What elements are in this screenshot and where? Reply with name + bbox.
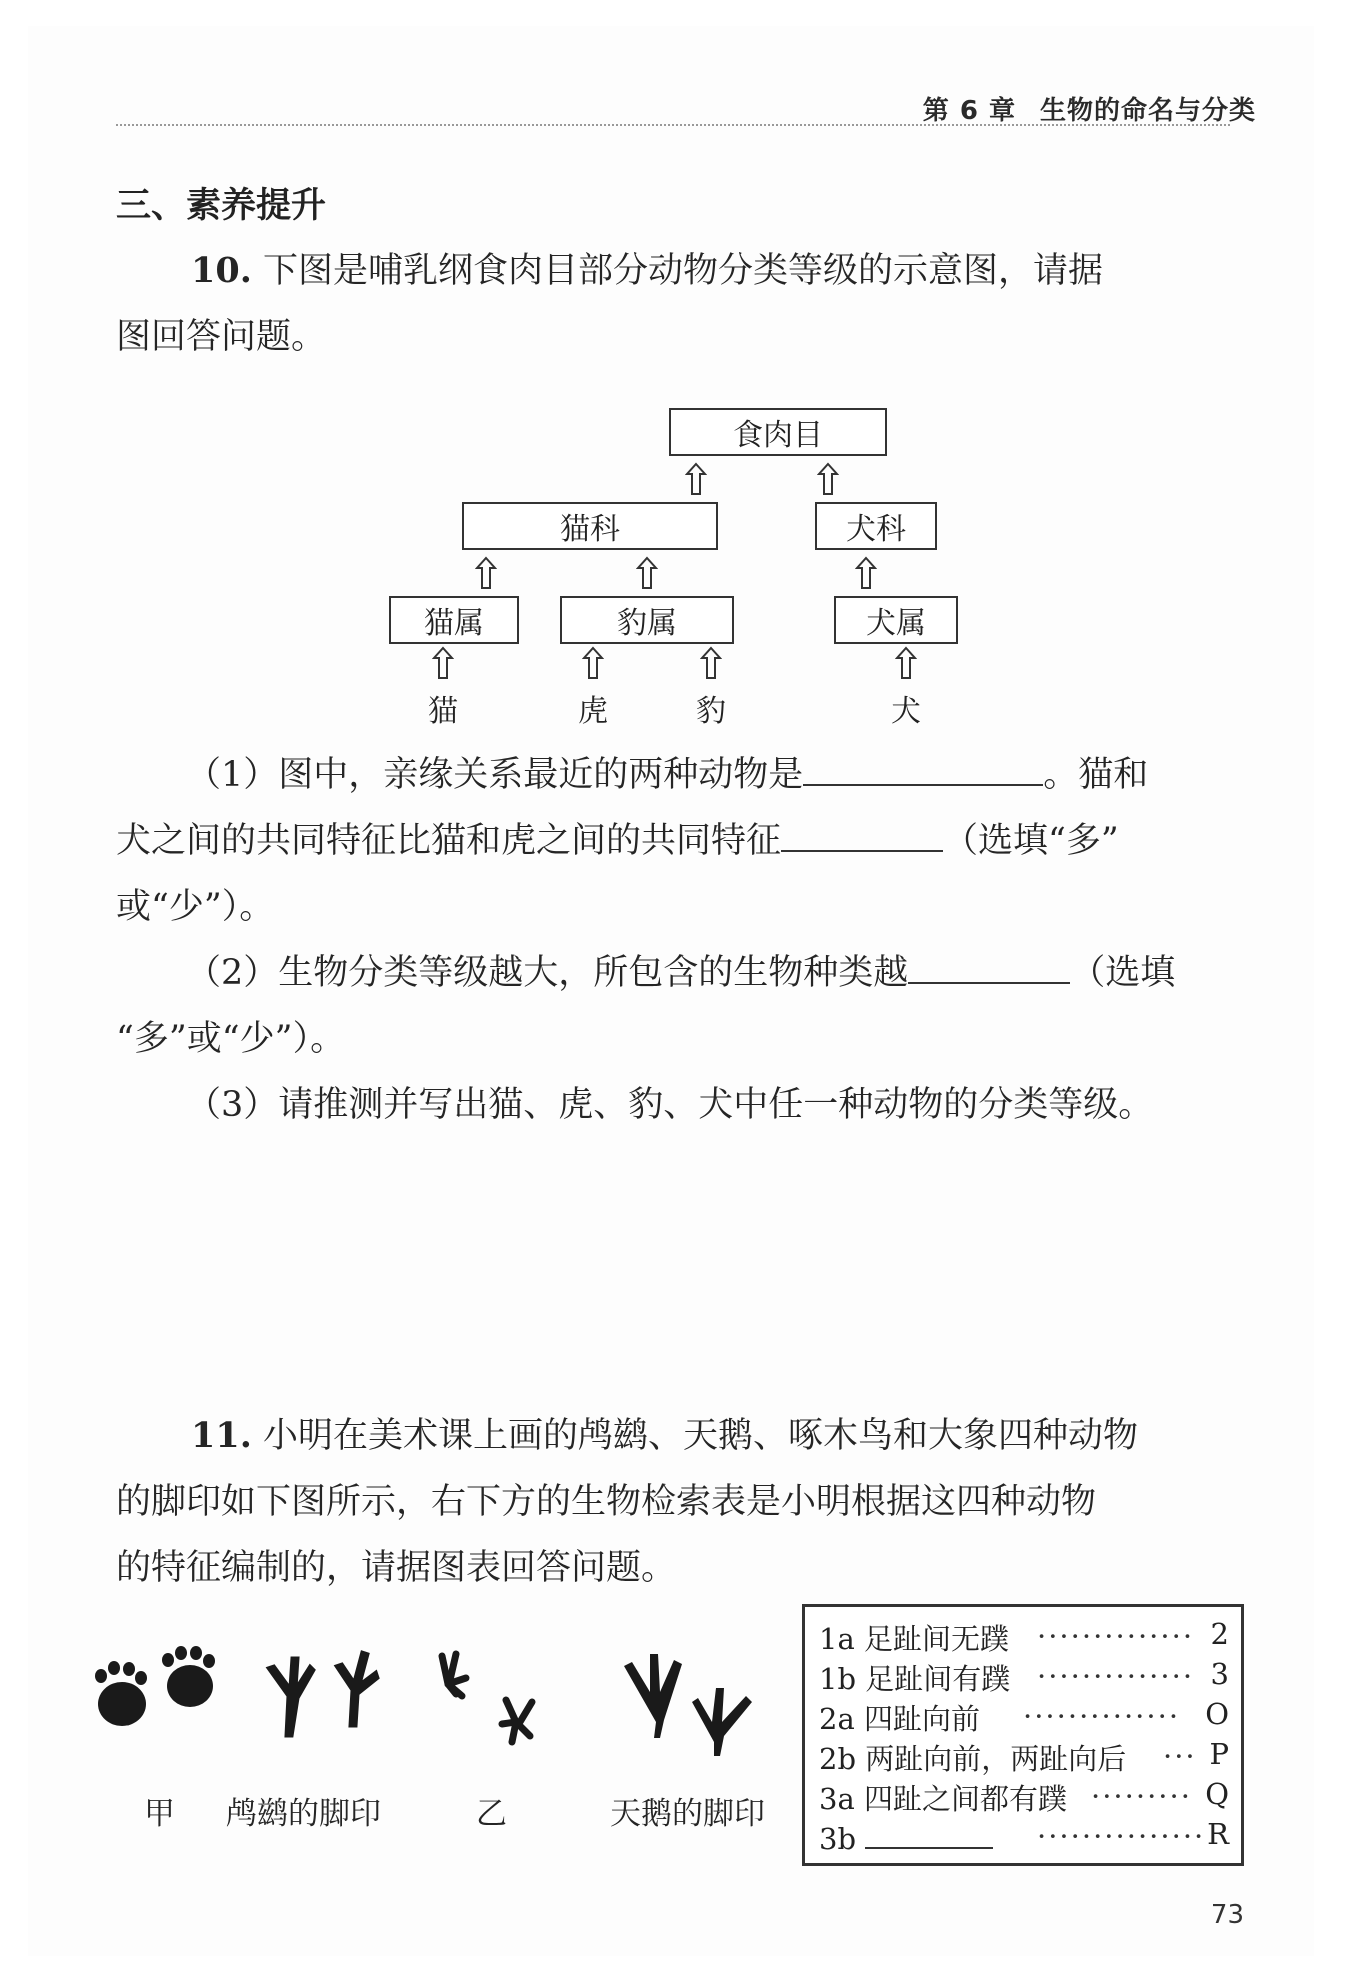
q11-number: 11. bbox=[191, 1415, 252, 1456]
q10-intro-line2: 图回答问题。 bbox=[116, 317, 327, 357]
key-code: 2a bbox=[819, 1702, 855, 1736]
family-dog-box bbox=[815, 502, 937, 550]
q10-number: 10. bbox=[191, 250, 252, 291]
key-dots: ··· bbox=[1163, 1739, 1197, 1773]
genus-leopard-box bbox=[560, 596, 734, 644]
label-cormorant: 鸬鹚的脚印 bbox=[226, 1796, 381, 1832]
dichotomous-key-table bbox=[802, 1604, 1244, 1866]
key-dots: ·············· bbox=[1037, 1619, 1195, 1653]
up-arrow-icon bbox=[700, 646, 722, 680]
q10-part1 bbox=[116, 742, 1230, 940]
q10-part2-line1-end: （选填 bbox=[1070, 953, 1176, 993]
key-text: 四趾之间都有蹼 bbox=[863, 1782, 1067, 1816]
up-arrow-icon bbox=[895, 646, 917, 680]
key-code: 3a bbox=[819, 1782, 855, 1816]
q10-part1-line2-end: （选填“多” bbox=[943, 821, 1119, 861]
q10-part1-line2: 犬之间的共同特征比猫和虎之间的共同特征 bbox=[116, 821, 782, 861]
label-swan: 天鹅的脚印 bbox=[610, 1796, 765, 1832]
key-text: 四趾向前 bbox=[863, 1702, 980, 1736]
chapter-number: 第 6 章 bbox=[922, 96, 1016, 126]
q11-line2: 的脚印如下图所示，右下方的生物检索表是小明根据这四种动物 bbox=[116, 1482, 1097, 1522]
swan-footprint-icon bbox=[620, 1652, 756, 1760]
up-arrow-icon bbox=[432, 646, 454, 680]
footprint-yi-icon bbox=[432, 1650, 548, 1750]
q11-line1: 小明在美术课上画的鸬鹚、天鹅、啄木鸟和大象四种动物 bbox=[263, 1416, 1139, 1456]
genus-dog-label: 犬属 bbox=[866, 606, 926, 641]
key-text: 足趾间有蹼 bbox=[865, 1662, 1011, 1696]
key-dots: ··············· bbox=[1037, 1819, 1206, 1853]
q10-part1-line1: （1）图中，亲缘关系最近的两种动物是 bbox=[186, 755, 804, 795]
genus-leopard-label: 豹属 bbox=[617, 606, 677, 641]
q10-part3-text: （3）请推测并写出猫、虎、豹、犬中任一种动物的分类等级。 bbox=[186, 1085, 1154, 1125]
key-result: Q bbox=[1205, 1777, 1229, 1811]
genus-cat-box bbox=[389, 596, 519, 644]
q10-part2-line2: “多”或“少”）。 bbox=[116, 1019, 346, 1059]
label-jia: 甲 bbox=[144, 1796, 175, 1832]
family-cat-box bbox=[462, 502, 718, 550]
up-arrow-icon bbox=[685, 462, 707, 496]
q10-intro bbox=[116, 238, 1230, 370]
animal-dog: 犬 bbox=[891, 694, 921, 729]
animal-cat: 猫 bbox=[428, 694, 458, 729]
key-result: 2 bbox=[1210, 1617, 1229, 1651]
key-row bbox=[819, 1817, 1229, 1857]
key-text: 两趾向前，两趾向后 bbox=[865, 1742, 1127, 1776]
q10-part1-line1-end: 。猫和 bbox=[1043, 755, 1149, 795]
key-result: O bbox=[1205, 1697, 1229, 1731]
key-code: 1a bbox=[819, 1622, 855, 1656]
answer-blank[interactable] bbox=[908, 948, 1070, 984]
genus-cat-label: 猫属 bbox=[424, 606, 484, 641]
q10-part3 bbox=[116, 1072, 1230, 1138]
label-yi: 乙 bbox=[476, 1796, 507, 1832]
key-row bbox=[819, 1697, 1229, 1737]
animal-tiger: 虎 bbox=[578, 694, 608, 729]
section-title: 三、素养提升 bbox=[116, 186, 327, 226]
key-row bbox=[819, 1737, 1229, 1777]
family-cat-label: 猫科 bbox=[560, 512, 620, 547]
q11-intro bbox=[116, 1403, 1230, 1601]
animal-leopard: 豹 bbox=[696, 694, 726, 729]
answer-blank[interactable] bbox=[781, 816, 943, 852]
paw-print-jia-icon bbox=[88, 1646, 224, 1738]
genus-dog-box bbox=[834, 596, 958, 644]
chapter-header bbox=[923, 90, 1256, 127]
up-arrow-icon bbox=[582, 646, 604, 680]
header-rule bbox=[116, 124, 1230, 126]
cormorant-footprint-icon bbox=[258, 1648, 384, 1740]
key-result: R bbox=[1207, 1817, 1229, 1851]
up-arrow-icon bbox=[636, 556, 658, 590]
q10-part1-line3: 或“少”）。 bbox=[116, 887, 275, 927]
order-box bbox=[669, 408, 887, 456]
q10-part2-line1: （2）生物分类等级越大，所包含的生物种类越 bbox=[186, 953, 909, 993]
answer-blank[interactable] bbox=[865, 1817, 993, 1849]
key-row bbox=[819, 1657, 1229, 1697]
key-result: 3 bbox=[1210, 1657, 1229, 1691]
up-arrow-icon bbox=[855, 556, 877, 590]
key-text: 足趾间无蹼 bbox=[863, 1622, 1009, 1656]
family-dog-label: 犬科 bbox=[846, 512, 906, 547]
q11-line3: 的特征编制的，请据图表回答问题。 bbox=[116, 1548, 677, 1588]
order-label: 食肉目 bbox=[733, 418, 823, 453]
key-dots: ·············· bbox=[1037, 1659, 1195, 1693]
q10-part2 bbox=[116, 940, 1230, 1072]
chapter-title: 生物的命名与分类 bbox=[1039, 96, 1256, 126]
key-code: 1b bbox=[819, 1662, 857, 1696]
up-arrow-icon bbox=[817, 462, 839, 496]
key-code: 3b bbox=[819, 1822, 857, 1856]
key-dots: ·············· bbox=[1023, 1699, 1181, 1733]
key-result: P bbox=[1209, 1737, 1229, 1771]
key-row bbox=[819, 1777, 1229, 1817]
up-arrow-icon bbox=[475, 556, 497, 590]
key-dots: ········· bbox=[1091, 1779, 1192, 1813]
q10-intro-line1: 下图是哺乳纲食肉目部分动物分类等级的示意图，请据 bbox=[263, 251, 1104, 291]
page-number: 73 bbox=[1210, 1900, 1244, 1930]
key-code: 2b bbox=[819, 1742, 857, 1776]
answer-blank[interactable] bbox=[803, 750, 1043, 786]
key-row bbox=[819, 1617, 1229, 1657]
